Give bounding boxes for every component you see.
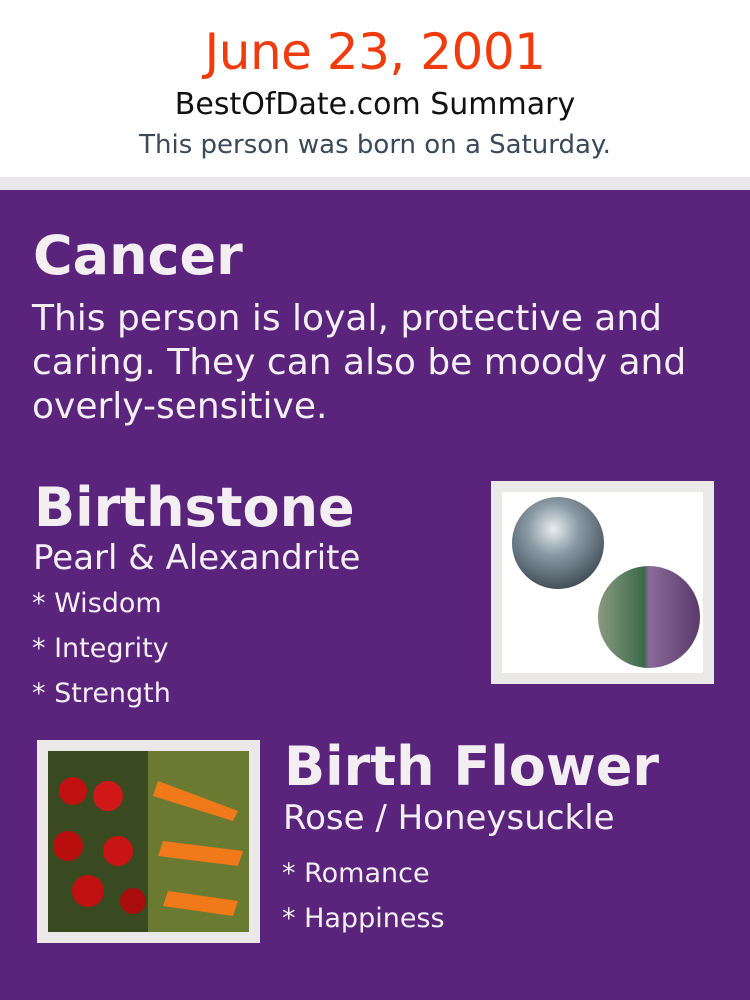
birthstone-image bbox=[491, 481, 714, 684]
birthstone-trait: * Wisdom bbox=[32, 588, 162, 619]
birth-flower-trait: * Romance bbox=[282, 858, 430, 889]
birth-flower-title: Birth Flower bbox=[284, 735, 659, 798]
header bbox=[0, 0, 750, 177]
divider bbox=[0, 177, 750, 190]
birthstone-name: Pearl & Alexandrite bbox=[33, 538, 361, 578]
birthstone-trait: * Integrity bbox=[32, 633, 169, 664]
zodiac-description: This person is loyal, protective and caring. They can also be moody and overly-sensitive. bbox=[32, 298, 687, 427]
birth-flower-name: Rose / Honeysuckle bbox=[283, 798, 615, 838]
birth-flower-image bbox=[37, 740, 260, 943]
birthstone-title: Birthstone bbox=[34, 476, 355, 539]
weekday-text: This person was born on a Saturday. bbox=[139, 130, 611, 160]
page-title: June 23, 2001 bbox=[204, 23, 546, 81]
site-summary-title: BestOfDate.com Summary bbox=[174, 87, 576, 122]
pearl-alexandrite-icon bbox=[502, 492, 703, 673]
birthstone-trait: * Strength bbox=[32, 678, 171, 709]
rose-honeysuckle-icon bbox=[48, 751, 249, 932]
zodiac-title: Cancer bbox=[33, 224, 243, 287]
birth-flower-trait: * Happiness bbox=[282, 903, 445, 934]
